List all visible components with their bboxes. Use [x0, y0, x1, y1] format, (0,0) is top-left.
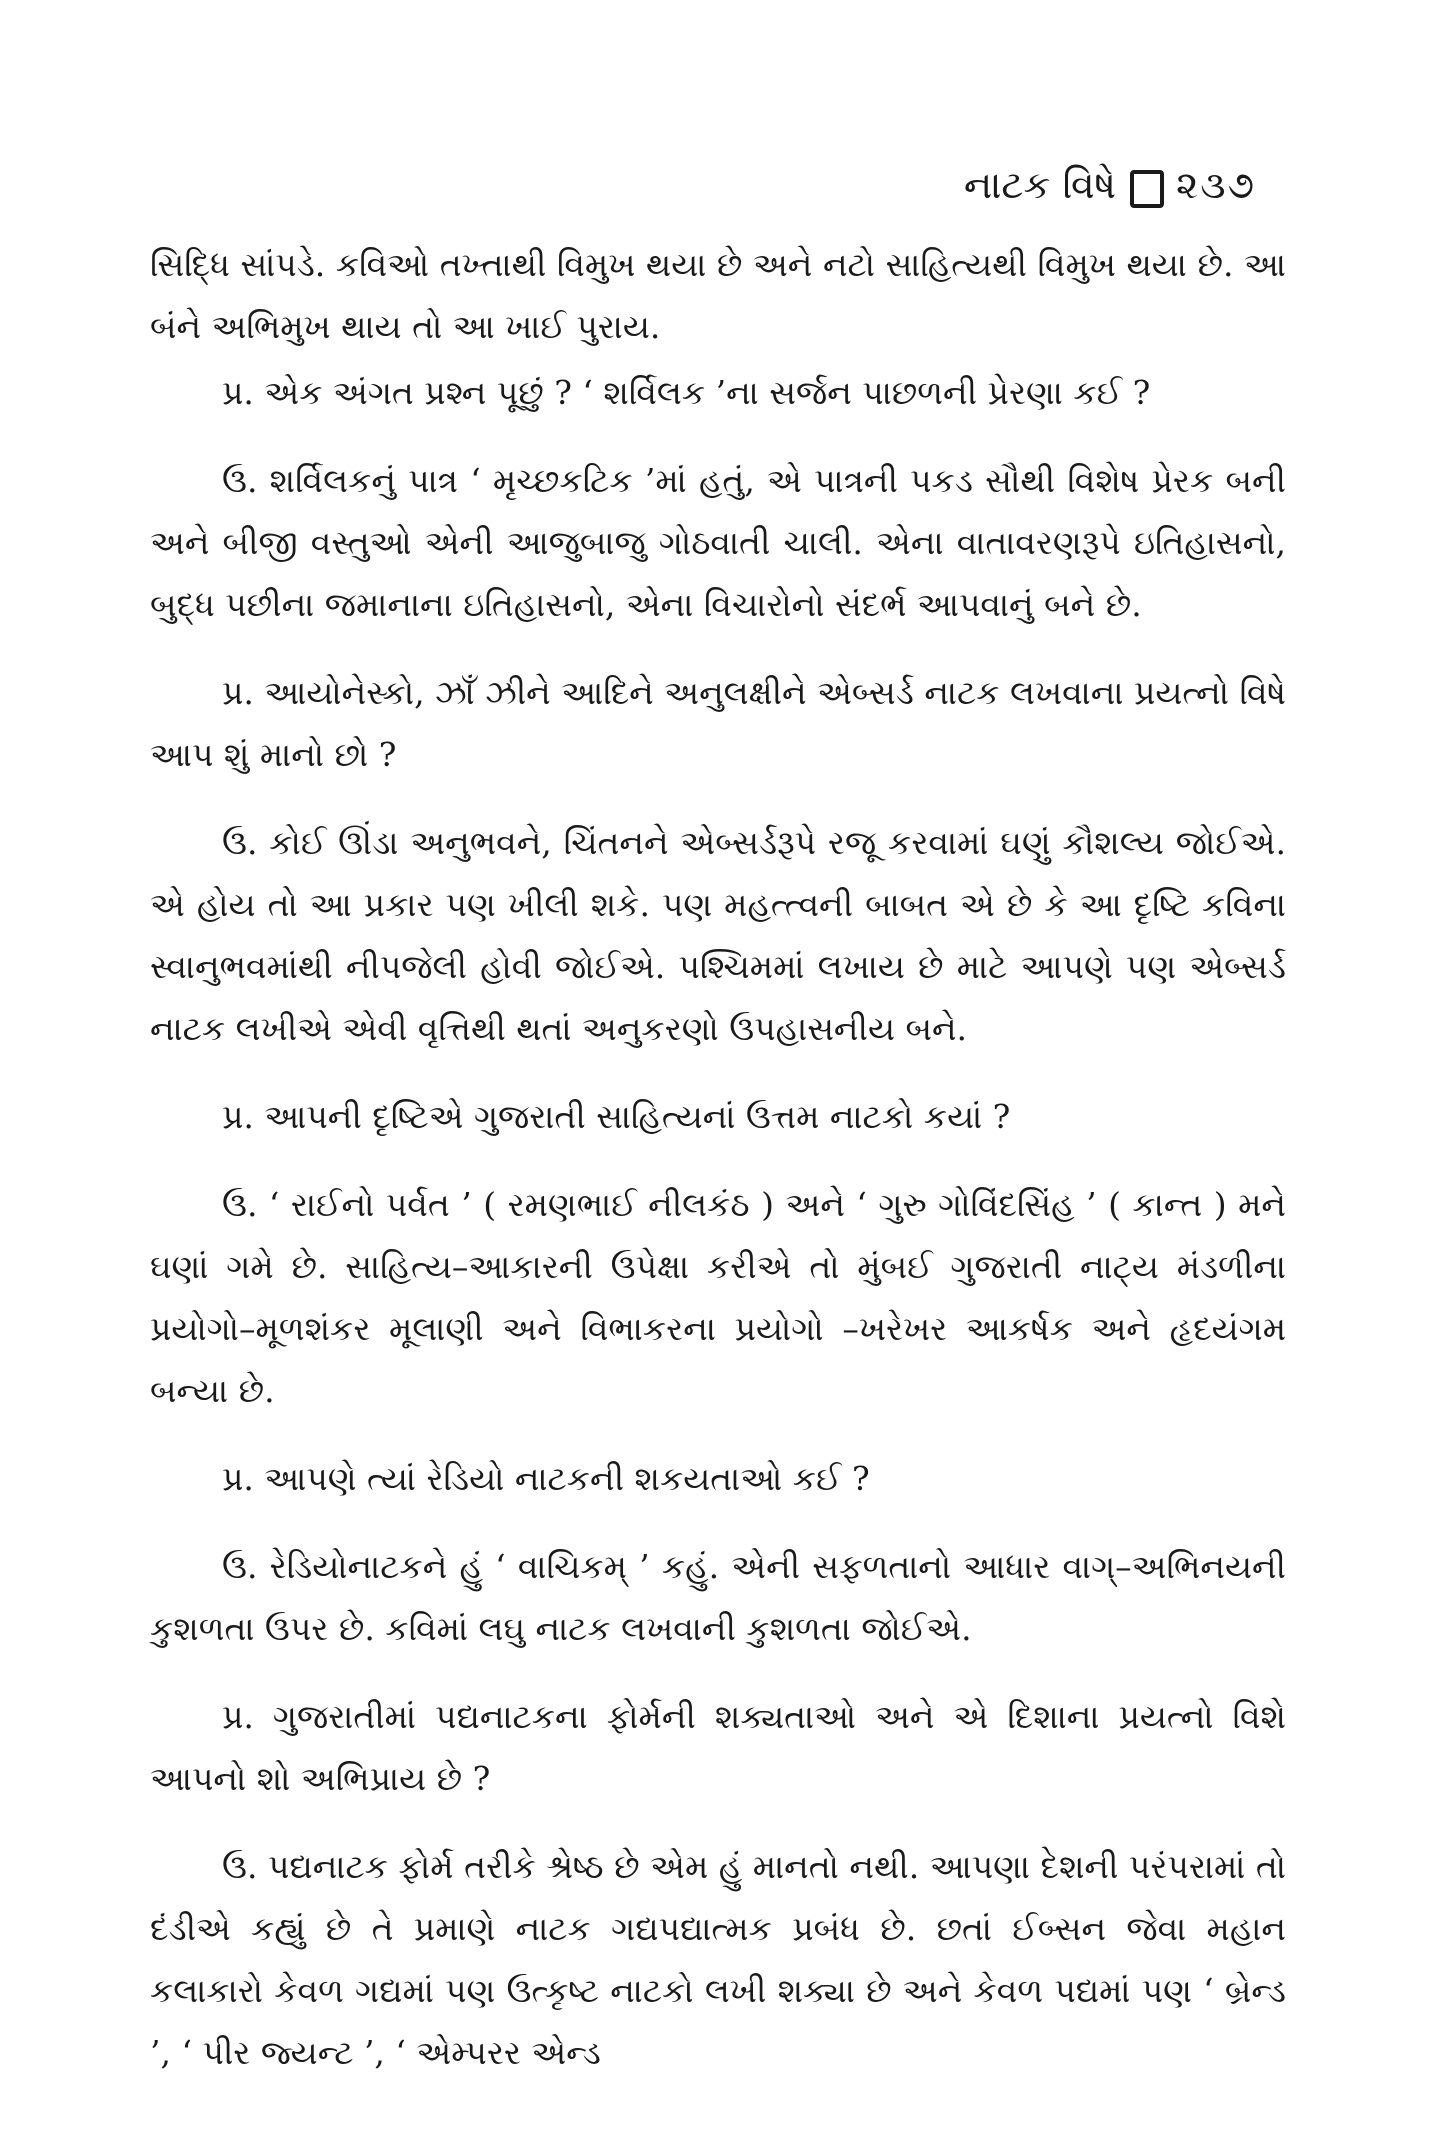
- answer-paragraph: ઉ. શર્વિલકનું પાત્ર ‘ મૃચ્છકટિક ’માં હતું, એ પાત્રની પકડ સૌથી વિશેષ પ્રેરક બની અને બીજી વસ્તુઓ એની આજુબાજુ ગોઠવાતી ચાલી. એના વાતાવરણરૂપે ઇતિહાસનો, બુદ્ધ પછીના જમાનાના ઇતિહાસનો, એના વિચારોનો સંદર્ભ આપવાનું બને છે.: [150, 461, 1286, 624]
- question-paragraph: પ્ર. આપની દૃષ્ટિએ ગુજરાતી સાહિત્યનાં ઉત્તમ નાટકો કયાં ?: [222, 1097, 1011, 1136]
- answer-paragraph: ઉ. રેડિયોનાટકને હું ‘ વાચિકમ્ ’ કહું. એની સફળતાનો આધાર વાગ્–અભિનયની કુશળતા ઉપર છે. કવિમાં લઘુ નાટક લખવાની કુશળતા જોઈએ.: [150, 1547, 1286, 1648]
- answer-paragraph: ઉ. પદ્યનાટક ફોર્મ તરીકે શ્રેષ્ઠ છે એમ હું માનતો નથી. આપણા દેશની પરંપરામાં તો દંડીએ કહ્યું છે તે પ્રમાણે નાટક ગદ્યપદ્યાત્મક પ્રબંધ છે. છતાં ઈબ્સન જેવા મહાન કલાકારો કેવળ ગદ્યમાં પણ ઉત્કૃષ્ટ નાટકો લખી શક્યા છે અને કેવળ પદ્યમાં પણ ‘ બ્રેન્ડ ’, ‘ પીર જ્યન્ટ ’, ‘ એમ્પરર એન્ડ: [150, 1847, 1286, 2072]
- question-paragraph: પ્ર. એક અંગત પ્રશ્ન પૂછું ? ‘ શર્વિલક ’ના સર્જન પાછળની પ્રેરણા કઈ ?: [222, 373, 1151, 412]
- answer-paragraph: ઉ. ‘ રાઈનો પર્વત ’ ( રમણભાઈ નીલકંઠ ) અને ‘ ગુરુ ગોવિંદસિંહ ’ ( કાન્ત ) મને ઘણાં ગમે છે. સાહિત્ય–આકારની ઉપેક્ષા કરીએ તો મુંબઈ ગુજરાતી નાટ્ય મંડળીના પ્રયોગો–મૂળશંકર મૂલાણી અને વિભાકરના પ્રયોગો –ખરેખર આકર્ષક અને હૃદયંગમ બન્યા છે.: [150, 1185, 1286, 1410]
- question-paragraph: પ્ર. આયોનેસ્કો, ઝાઁ ઝીને આદિને અનુલક્ષીને એબ્સર્ડ નાટક લખવાના પ્રયત્નો વિષે આપ શું માનો છો ?: [150, 673, 1286, 774]
- section-title: નાટક વિષે: [963, 163, 1116, 207]
- running-header: [150, 150, 1286, 220]
- paragraph-continuation: સિદ્ધિ સાંપડે. કવિઓ તખ્તાથી વિમુખ થયા છે અને નટો સાહિત્યથી વિમુખ થયા છે. આ બંને અભિમુખ થાય તો આ ખાઈ પુરાય.: [150, 245, 1286, 346]
- answer-paragraph: ઉ. કોઈ ઊંડા અનુભવને, ચિંતનને એબ્સર્ડરૂપે રજૂ કરવામાં ઘણું કૌશલ્ય જોઈએ. એ હોય તો આ પ્રકાર પણ ખીલી શકે. પણ મહત્ત્વની બાબત એ છે કે આ દૃષ્ટિ કવિના સ્વાનુભવમાંથી નીપજેલી હોવી જોઈએ. પશ્ચિમમાં લખાય છે માટે આપણે પણ એબ્સર્ડ નાટક લખીએ એવી વૃત્તિથી થતાં અનુકરણો ઉપહાસનીય બને.: [150, 823, 1286, 1048]
- question-paragraph: પ્ર. આપણે ત્યાં રેડિયો નાટકની શકયતાઓ કઈ ?: [222, 1459, 870, 1498]
- page-number: ૨૩૭: [1175, 163, 1256, 207]
- question-paragraph: પ્ર. ગુજરાતીમાં પદ્યનાટકના ફોર્મની શક્યતાઓ અને એ દિશાના પ્રયત્નો વિશે આપનો શો અભિપ્રાય છે ?: [150, 1697, 1286, 1798]
- square-ornament-icon: [1130, 170, 1164, 208]
